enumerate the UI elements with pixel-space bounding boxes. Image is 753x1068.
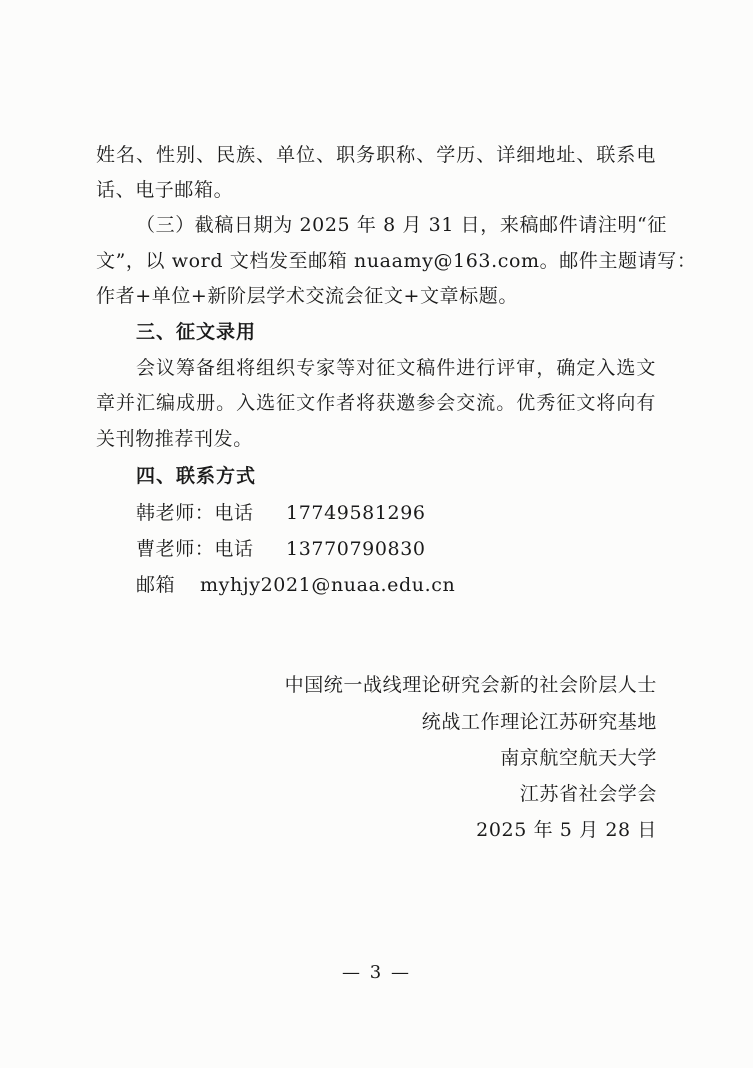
signature-org-2: 统战工作理论江苏研究基地 bbox=[421, 711, 657, 733]
contact-phone: 17749581296 bbox=[286, 502, 426, 524]
email-row bbox=[136, 573, 455, 597]
section3-line3: 关刊物推荐刊发。 bbox=[96, 428, 253, 450]
item3-line1: （三）截稿日期为 2025 年 8 月 31 日，来稿邮件请注明“征 bbox=[136, 214, 667, 236]
item3-line2: 文”，以 word 文档发至邮箱 nuaamy@163.com。邮件主题请写： bbox=[96, 250, 697, 272]
section2-tail-line1: 姓名、性别、民族、单位、职务职称、学历、详细地址、联系电 bbox=[96, 144, 656, 166]
contact-row bbox=[136, 537, 426, 561]
section3-heading: 三、征文录用 bbox=[136, 321, 257, 343]
contact-phone: 13770790830 bbox=[286, 538, 426, 560]
section3-line1: 会议筹备组将组织专家等对征文稿件进行评审，确定入选文 bbox=[136, 357, 656, 379]
item3-line3: 作者+单位+新阶层学术交流会征文+文章标题。 bbox=[96, 285, 518, 307]
section3-line2: 章并汇编成册。入选征文作者将获邀参会交流。优秀征文将向有 bbox=[96, 392, 656, 414]
contact-label: 韩老师：电话 bbox=[136, 502, 254, 524]
email-address: myhjy2021@nuaa.edu.cn bbox=[200, 574, 456, 596]
page-number: — 3 — bbox=[342, 962, 411, 983]
email-label: 邮箱 bbox=[136, 574, 176, 596]
signature-date: 2025 年 5 月 28 日 bbox=[476, 819, 657, 841]
contact-label: 曹老师：电话 bbox=[136, 538, 254, 560]
signature-org-3: 南京航空航天大学 bbox=[500, 747, 657, 769]
contact-row bbox=[136, 501, 426, 525]
signature-org-1: 中国统一战线理论研究会新的社会阶层人士 bbox=[284, 674, 657, 696]
section4-heading: 四、联系方式 bbox=[136, 465, 257, 487]
signature-org-4: 江苏省社会学会 bbox=[519, 783, 657, 805]
section2-tail-line2: 话、电子邮箱。 bbox=[96, 179, 234, 201]
